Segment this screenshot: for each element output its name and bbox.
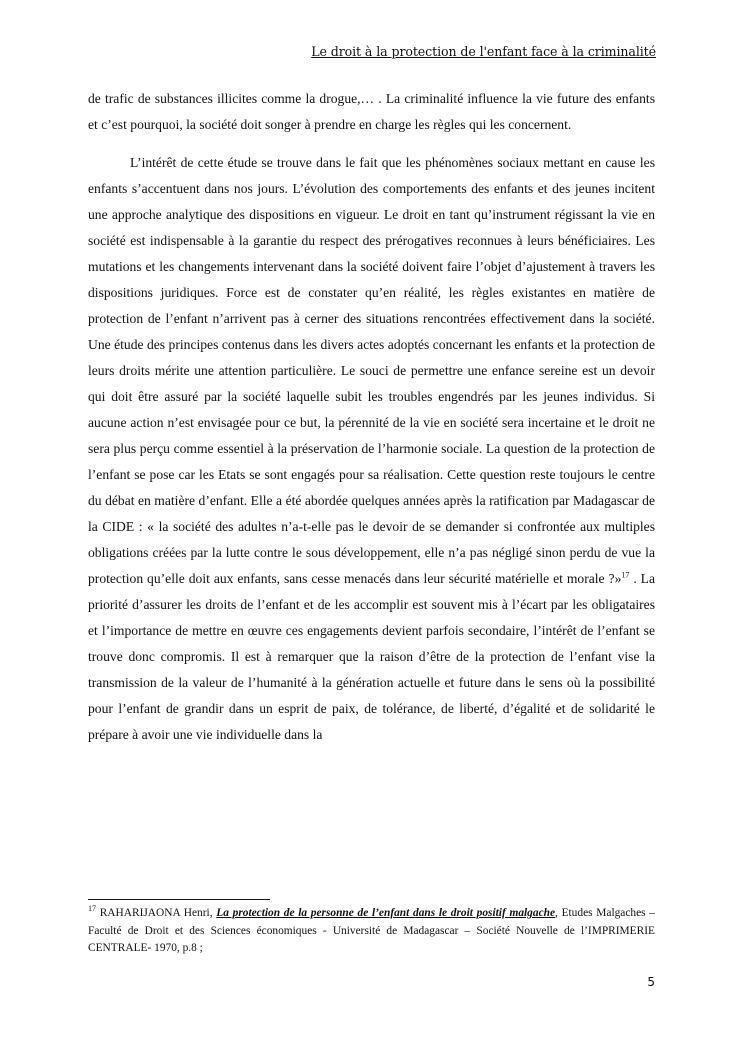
running-header: Le droit à la protection de l'enfant face à la criminalité — [311, 44, 656, 59]
paragraph-1: de trafic de substances illicites comme la drogue,… . La criminalité influence la vie future des enfants et c’est pourquoi, la société doit songer à prendre en charge les règles qui les concernent. — [88, 91, 655, 132]
footnote — [88, 905, 655, 958]
footnote-publication: , Etudes Malgaches – Faculté de Droit et des Sciences économiques - Université de Madagascar – Société Nouvelle de l’IMPRIMERIE CENTRALE- 1970, p.8 ; — [88, 907, 655, 954]
footnote-number: 17 — [88, 904, 96, 914]
paragraph-2 — [88, 150, 655, 748]
paragraph-2-text-b: . La priorité d’assurer les droits de l’enfant et de les accomplir est souvent mis à l’écart par les obligataires et l’importance de mettre en œuvre ces engagements devient parfois secondaire, l’intérêt de l’enfant se trouve donc compromis. Il est à remarquer que la raison d’être de la protection de l’enfant vise la transmission de la valeur de l’humanité à la génération actuelle et future dans le sens où la possibilité pour l’enfant de grandir dans un esprit de paix, de tolérance, de liberté, d’égalité et de solidarité le prépare à avoir une vie individuelle dans la — [88, 571, 655, 742]
page-number: 5 — [647, 975, 655, 989]
footnote-author: RAHARIJAONA Henri, — [96, 907, 217, 919]
footnote-separator — [88, 899, 270, 900]
paragraph-2-text-a: L’intérêt de cette étude se trouve dans le fait que les phénomènes sociaux mettant en cause les enfants s’accentuent dans nos jours. L’évolution des comportements des enfants et des jeunes incitent une approche analytique des dispositions en vigueur. Le droit en tant qu’instrument régissant la vie en société est indispensable à la garantie du respect des prérogatives reconnues à leurs bénéficiaires. Les mutations et les changements intervenant dans la société doivent faire l’objet d’ajustement à travers les dispositions juridiques. Force est de constater qu’en réalité, les règles existantes en matière de protection de l’enfant n’arrivent pas à cerner des situations rencontrées effectivement dans la société. Une étude des principes contenus dans les divers actes adoptés concernant les enfants et la protection de leurs droits mérite une attention particulière. Le souci de permettre une enfance sereine est un devoir qui doit être assuré par la société laquelle subit les troubles engendrés par les jeunes individus. Si aucune action n’est envisagée pour ce but, la pérennité de la vie en société sera incertaine et le droit ne sera plus perçu comme essentiel à la préservation de l’harmonie sociale. La question de la protection de l’enfant se pose car les Etats se sont engagés pour sa réalisation. Cette question reste toujours le centre du débat en matière d’enfant. Elle a été abordée quelques années après la ratification par Madagascar de la CIDE : « la société des adultes n’a-t-elle pas le devoir de se demander si confrontée aux multiples obligations créées par la lutte contre le sous développement, elle n’a pas négligé sinon perdu de vue la protection qu’elle doit aux enfants, sans cesse menacés dans leur sécurité matérielle et morale ?» — [88, 155, 655, 586]
footnote-book-title: La protection de la personne de l’enfant dans le droit positif malgache — [216, 907, 556, 919]
footnote-reference[interactable]: 17 — [621, 570, 630, 580]
body-text — [88, 86, 655, 748]
